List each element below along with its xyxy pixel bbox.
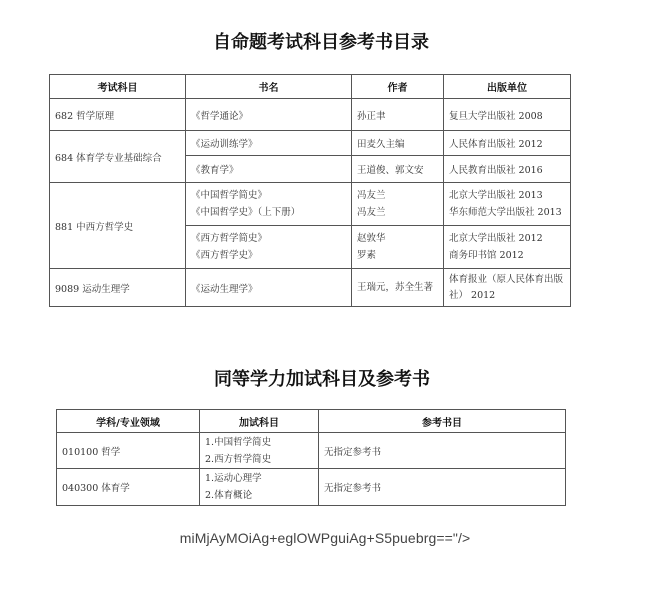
author-cell	[352, 226, 444, 269]
author-line: 罗素	[357, 250, 377, 261]
author-line: 冯友兰	[357, 207, 386, 218]
stray-encoded-text: miMjAyMOiAg+eglOWPguiAg+S5puebrg=="/>	[179, 530, 471, 546]
publisher-line: 华东师范大学出版社 2013	[449, 207, 562, 218]
book-line: 《中国哲学史》（上下册）	[191, 207, 301, 218]
book-line: 《中国哲学简史》	[191, 190, 268, 201]
header-author: 作者	[352, 75, 444, 99]
author-cell: 王道俊、郭文安	[352, 156, 444, 183]
author-cell: 田麦久主编	[352, 131, 444, 156]
header-reference-books: 参考书目	[319, 410, 566, 433]
page-title: 自命题考试科目参考书目录	[213, 32, 429, 53]
subject-line: 1.运动心理学	[205, 473, 262, 484]
table-row	[57, 469, 566, 506]
book-cell	[186, 183, 352, 226]
book-line: 《西方哲学史》	[191, 250, 258, 261]
publisher-cell: 复旦大学出版社 2008	[444, 99, 571, 131]
subject-line: 2.体育概论	[205, 490, 253, 501]
publisher-cell: 人民教育出版社 2016	[444, 156, 571, 183]
field-cell: 010100 哲学	[57, 433, 200, 469]
table-header-row	[50, 75, 571, 99]
book-cell: 《运动训练学》	[186, 131, 352, 156]
publisher-cell: 人民体育出版社 2012	[444, 131, 571, 156]
header-publisher: 出版单位	[444, 75, 571, 99]
author-cell	[352, 183, 444, 226]
subject-cell: 881 中西方哲学史	[50, 183, 186, 269]
reference-books-cell: 无指定参考书	[319, 433, 566, 469]
publisher-line: 北京大学出版社 2012	[449, 233, 543, 244]
book-cell: 《运动生理学》	[186, 269, 352, 307]
exam-reference-table	[49, 74, 571, 307]
subject-line: 2.西方哲学简史	[205, 453, 272, 465]
equivalent-exam-table	[56, 409, 566, 506]
table-row	[50, 183, 571, 226]
book-cell: 《哲学通论》	[186, 99, 352, 131]
book-line: 《西方哲学简史》	[191, 233, 268, 244]
header-subject: 考试科目	[50, 75, 186, 99]
subject-cell: 682 哲学原理	[50, 99, 186, 131]
table-row	[57, 433, 566, 469]
publisher-cell	[444, 226, 571, 269]
publisher-cell: 体育报业（原人民体育出版社） 2012	[444, 269, 571, 307]
table-row	[50, 99, 571, 131]
book-cell: 《教育学》	[186, 156, 352, 183]
author-line: 赵敦华	[357, 233, 386, 244]
author-cell: 孙正聿	[352, 99, 444, 131]
header-field: 学科/专业领域	[57, 410, 200, 433]
header-book: 书名	[186, 75, 352, 99]
table-row	[50, 131, 571, 156]
author-line: 冯友兰	[357, 190, 386, 201]
extra-subject-cell	[200, 433, 319, 469]
header-extra-subject: 加试科目	[200, 410, 319, 433]
publisher-line: 商务印书馆 2012	[449, 250, 524, 261]
book-cell	[186, 226, 352, 269]
subject-line: 1.中国哲学简史	[205, 436, 272, 448]
author-cell: 王瑞元，苏全生著	[352, 269, 444, 307]
subject-cell: 9089 运动生理学	[50, 269, 186, 307]
table-row	[50, 269, 571, 307]
publisher-line: 北京大学出版社 2013	[449, 190, 543, 201]
section-title: 同等学力加试科目及参考书	[214, 369, 430, 390]
field-cell: 040300 体育学	[57, 469, 200, 506]
subject-cell: 684 体育学专业基础综合	[50, 131, 186, 183]
publisher-cell	[444, 183, 571, 226]
extra-subject-cell	[200, 469, 319, 506]
table-header-row	[57, 410, 566, 433]
reference-books-cell: 无指定参考书	[319, 469, 566, 506]
